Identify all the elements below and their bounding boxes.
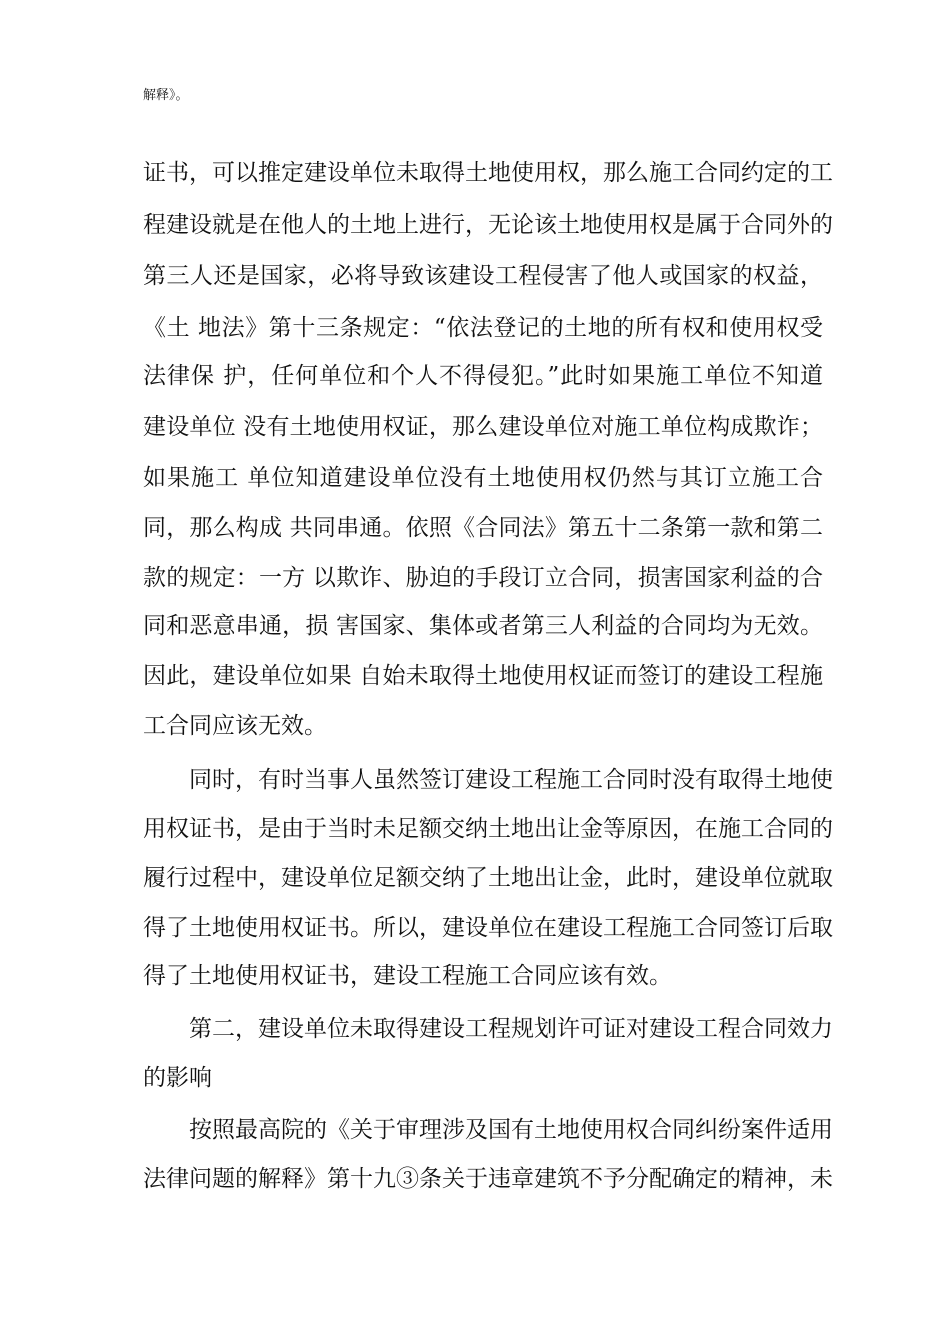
paragraph-line: 建设单位 没有土地使用权证，那么建设单位对施工单位构成欺诈；	[143, 414, 823, 440]
paragraph-line: 履行过程中，建设单位足额交纳了土地出让金，此时，建设单位就取	[143, 865, 833, 891]
paragraph-line: 得了土地使用权证书，建设工程施工合同应该有效。	[143, 963, 672, 989]
paragraph-line: 同时，有时当事人虽然签订建设工程施工合同时没有取得土地使	[189, 767, 833, 793]
paragraph-line: 如果施工 单位知道建设单位没有土地使用权仍然与其订立施工合	[143, 465, 823, 491]
previous-page-fragment: 解释》。	[143, 88, 189, 103]
paragraph-line: 第二，建设单位未取得建设工程规划许可证对建设工程合同效力	[189, 1016, 833, 1042]
paragraph-line: 用权证书，是由于当时未足额交纳土地出让金等原因，在施工合同的	[143, 816, 833, 842]
paragraph-line: 工合同应该无效。	[143, 713, 327, 739]
paragraph-line: 按照最高院的《关于审理涉及国有土地使用权合同纠纷案件适用	[189, 1117, 833, 1143]
paragraph-line: 程建设就是在他人的土地上进行，无论该土地使用权是属于合同外的	[143, 212, 833, 238]
paragraph-line: 款的规定：一方 以欺诈、胁迫的手段订立合同，损害国家利益的合	[143, 565, 823, 591]
paragraph-line: 同，那么构成 共同串通。依照《合同法》第五十二条第一款和第二	[143, 515, 823, 541]
paragraph-line: 法律保 护，任何单位和个人不得侵犯。”此时如果施工单位不知道	[143, 363, 823, 389]
paragraph-line: 的影响	[143, 1065, 212, 1091]
paragraph-line: 同和恶意串通，损 害国家、集体或者第三人利益的合同均为无效。	[143, 613, 823, 639]
paragraph-line: 证书，可以推定建设单位未取得土地使用权，那么施工合同约定的工	[143, 160, 833, 186]
paragraph-line: 《土 地法》第十三条规定：“依法登记的土地的所有权和使用权受	[143, 315, 823, 341]
paragraph-line: 法律问题的解释》第十九③条关于违章建筑不予分配确定的精神，未	[143, 1166, 833, 1192]
paragraph-line: 第三人还是国家，必将导致该建设工程侵害了他人或国家的权益，	[143, 263, 823, 289]
paragraph-line: 因此，建设单位如果 自始未取得土地使用权证而签订的建设工程施	[143, 663, 823, 689]
paragraph-line: 得了土地使用权证书。所以，建设单位在建设工程施工合同签订后取	[143, 915, 833, 941]
